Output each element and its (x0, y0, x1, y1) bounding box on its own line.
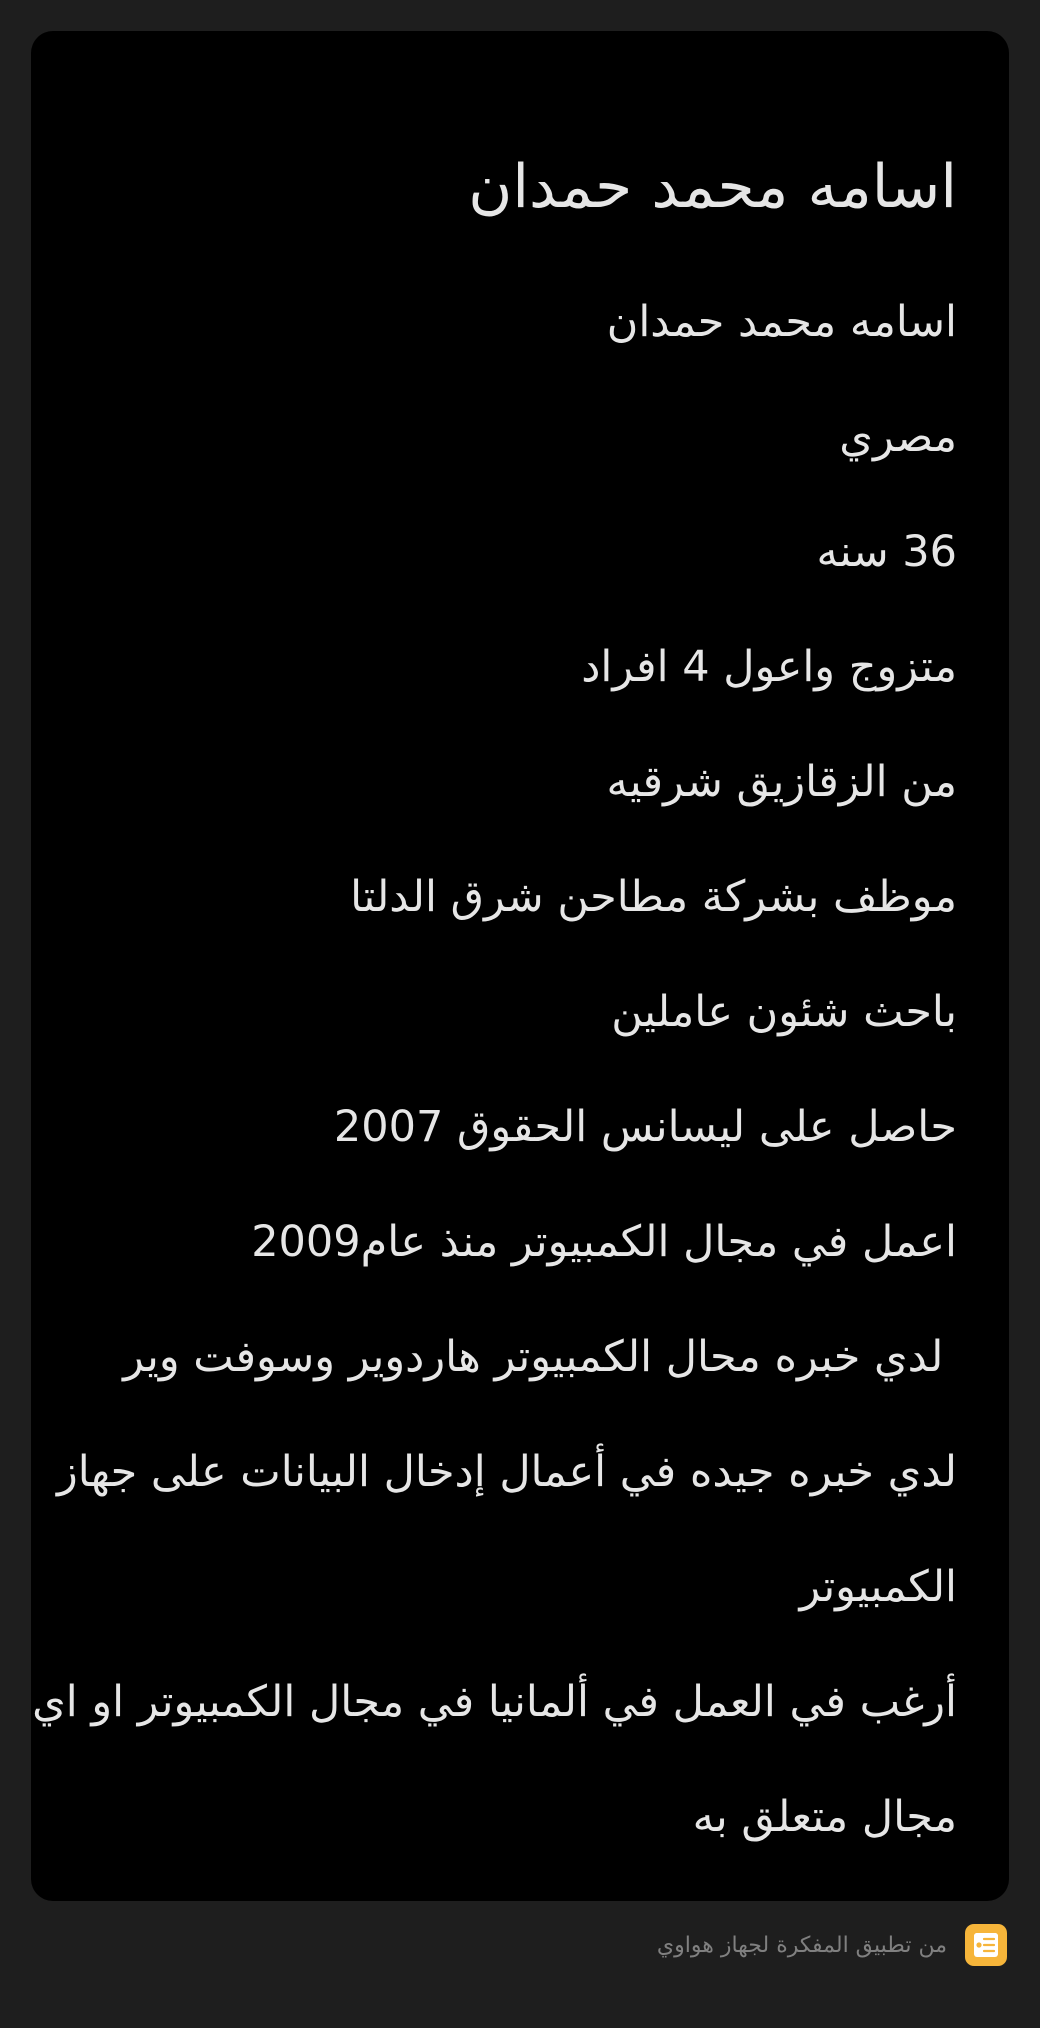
note-title: اسامه محمد حمدان (468, 152, 957, 222)
note-line: موظف بشركة مطاحن شرق الدلتا (350, 872, 957, 922)
note-line: من الزقازيق شرقيه (606, 757, 957, 807)
note-line: متزوج واعول 4 افراد (581, 642, 957, 692)
notepad-app-icon (965, 1924, 1007, 1966)
note-line: الكمبيوتر (799, 1562, 957, 1612)
note-card (31, 31, 1009, 1901)
note-body (32, 265, 957, 1875)
note-line: اسامه محمد حمدان (606, 297, 957, 347)
note-line: مصري (839, 412, 957, 462)
note-line: اعمل في مجال الكمبيوتر منذ عام2009 (251, 1217, 957, 1267)
note-line: 36 سنه (816, 527, 957, 577)
note-line: مجال متعلق به (692, 1792, 957, 1842)
app-attribution-footer (657, 1923, 1007, 1967)
note-line: أرغب في العمل في ألمانيا في مجال الكمبيوتر او اي (32, 1677, 957, 1727)
note-line: لدي خبره جيده في أعمال إدخال البيانات على جهاز (56, 1447, 957, 1497)
note-line: باحث شئون عاملين (611, 987, 957, 1037)
note-line: لدي خبره محال الكمبيوتر هاردوير وسوفت وير (123, 1332, 957, 1382)
note-line: حاصل على ليسانس الحقوق 2007 (333, 1102, 957, 1152)
footer-attribution-text: من تطبيق المفكرة لجهاز هواوي (656, 1932, 947, 1958)
